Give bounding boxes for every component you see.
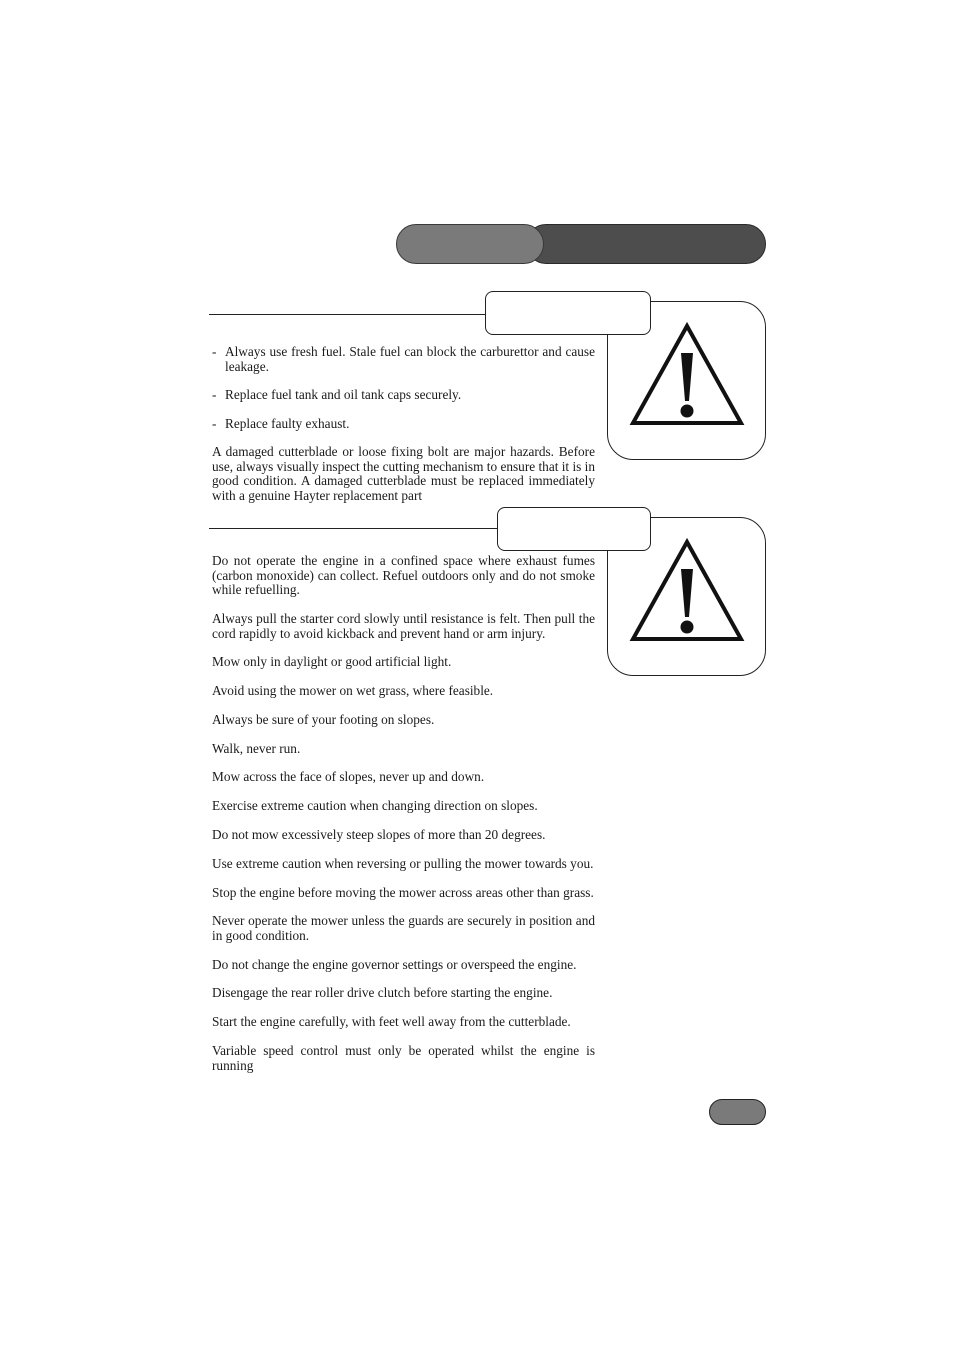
section1-bullet: - Replace fuel tank and oil tank caps securely. [212,387,462,402]
section1-bullet: - Always use fresh fuel. Stale fuel can block the carburettor and cause leakage. [212,344,595,374]
page-number-pill [709,1099,766,1125]
section2-paragraph: Walk, never run. [212,741,301,756]
section2-rule [209,528,501,529]
section2-paragraph: Mow only in daylight or good artificial light. [212,654,452,669]
section2-paragraph: Do not operate the engine in a confined space where exhaust fumes (carbon monoxide) can collect. Refuel outdoors only and do not smoke while refuelling. [212,553,595,598]
section2-paragraph: Exercise extreme caution when changing direction on slopes. [212,798,538,813]
section2-paragraph: Start the engine carefully, with feet well away from the cutterblade. [212,1014,571,1029]
section2-paragraph: Stop the engine before moving the mower across areas other than grass. [212,885,594,900]
section1-paragraph: A damaged cutterblade or loose fixing bolt are major hazards. Before use, always visually inspect the cutting mechanism to ensure that it is in good condition. A damaged cutterblade must be replaced immediately with a genuine Hayter replacement part [212,444,595,503]
section1-bullet: - Replace faulty exhaust. [212,416,350,431]
section2-paragraph: Use extreme caution when reversing or pulling the mower towards you. [212,856,594,871]
section2-paragraph: Mow across the face of slopes, never up and down. [212,769,485,784]
section2-paragraph: Variable speed control must only be operated whilst the engine is running [212,1043,595,1073]
section2-paragraph: Do not mow excessively steep slopes of more than 20 degrees. [212,827,546,842]
section1-rule [209,314,489,315]
section2-paragraph: Do not change the engine governor settings or overspeed the engine. [212,957,577,972]
section2-heading-box [497,507,651,551]
section2-paragraph: Avoid using the mower on wet grass, where feasible. [212,683,494,698]
section2-paragraph: Always be sure of your footing on slopes. [212,712,435,727]
section2-paragraph: Never operate the mower unless the guards are securely in position and in good condition. [212,913,595,943]
header-tab-left [396,224,544,264]
header-tab-right [526,224,766,264]
section2-paragraph: Disengage the rear roller drive clutch before starting the engine. [212,985,553,1000]
section2-paragraph: Always pull the starter cord slowly until resistance is felt. Then pull the cord rapidly to avoid kickback and prevent hand or arm injury. [212,611,595,641]
section1-heading-box [485,291,651,335]
